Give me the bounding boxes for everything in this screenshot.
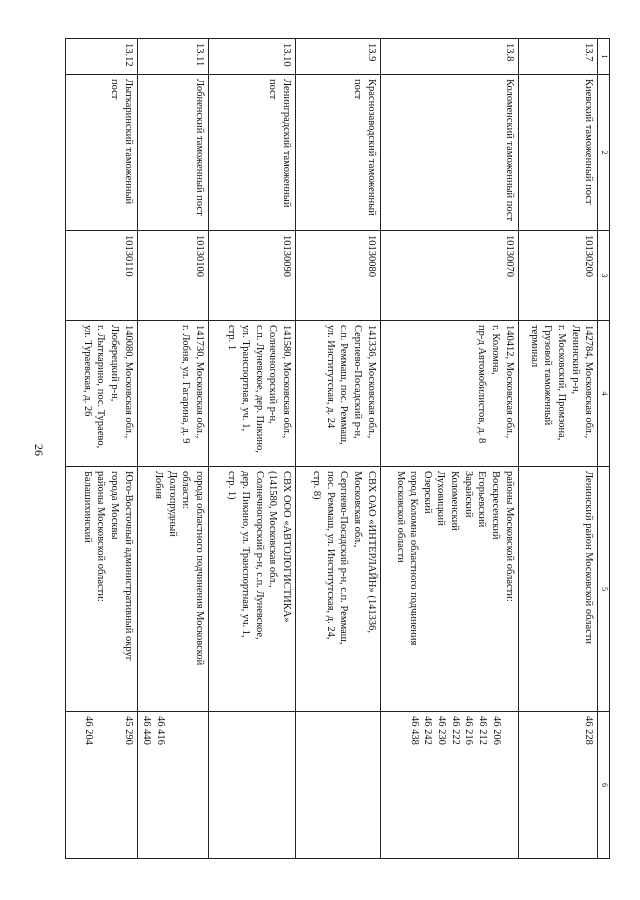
post-address	[380, 321, 518, 467]
region-line: пос. Реммаш, ул. Институтская, д. 24,	[324, 471, 336, 640]
region-line: Сергиево-Посадский р-н, с.п. Реммаш,	[338, 471, 350, 645]
okato-code: 46 204	[82, 716, 94, 745]
region-line: районы Московской области:	[503, 471, 515, 602]
post-code: 10130070	[380, 231, 518, 321]
post-address	[518, 321, 598, 467]
post-address	[137, 321, 209, 467]
address-line: г. Лыткарино, пос. Тураево,	[95, 325, 107, 449]
post-name: Краснозаводский таможенный пост	[295, 75, 380, 231]
region-list	[380, 467, 518, 712]
address-line: с.п. Реммаш, пос. Реммаш,	[338, 325, 350, 445]
address-line: с.п. Луневское, дер. Пикино,	[253, 325, 265, 453]
region-line: Луховицкий	[435, 471, 447, 526]
post-code: 10130090	[209, 231, 296, 321]
table-row	[518, 39, 598, 859]
post-name: Коломенский таможенный пост	[380, 75, 518, 231]
post-address	[66, 321, 138, 467]
region-line: Долгопрудный	[166, 471, 178, 537]
address-line: г. Лобня, ул. Гагарина, д. 9	[180, 325, 192, 444]
row-number: 13.8	[380, 39, 518, 75]
header-col-5: 5	[598, 467, 610, 712]
okato-codes	[66, 712, 138, 859]
region-list	[66, 467, 138, 712]
customs-posts-table	[65, 38, 610, 859]
region-line: город Коломна областного подчинения	[408, 471, 420, 646]
okato-code: 46 212	[477, 716, 489, 745]
region-line: Егорьевский	[476, 471, 488, 528]
address-line: ул. Институтская, д. 24	[324, 325, 336, 429]
region-line: Озерский	[421, 471, 433, 514]
header-col-4: 4	[598, 321, 610, 467]
post-code: 10130100	[137, 231, 209, 321]
post-name: Киевский таможенный пост	[518, 75, 598, 231]
region-line: Коломенский	[449, 471, 461, 531]
address-line: терминал	[528, 325, 540, 368]
region-line: Балашихинский	[81, 471, 93, 543]
header-col-2: 2	[598, 75, 610, 231]
address-line: 141336, Московская обл.,	[365, 325, 377, 439]
address-line: стр. 1	[226, 325, 238, 351]
region-line: стр. 8)	[311, 471, 323, 500]
region-line: Зарайский	[462, 471, 474, 518]
post-address	[295, 321, 380, 467]
region-line: стр. 1)	[226, 471, 238, 500]
address-line: 141730, Московская обл.,	[194, 325, 206, 439]
rotated-table-container	[65, 38, 610, 858]
address-line: Ленинский р-н,	[569, 325, 581, 395]
region-line: Лобня	[153, 471, 165, 499]
table-header-row	[598, 39, 610, 859]
region-line: (141580, Московская обл.,	[267, 471, 279, 588]
address-line: Сергиево-Посадский р-н,	[352, 325, 364, 439]
address-line: ул. Транспортная, уч. 1,	[240, 325, 252, 432]
okato-code: 45 290	[122, 716, 134, 745]
okato-codes	[209, 712, 296, 859]
address-line: 141580, Московская обл.,	[280, 325, 292, 439]
address-line: 142784, Московская обл.,	[583, 325, 595, 439]
post-address	[209, 321, 296, 467]
region-line: Воскресенский	[490, 471, 502, 540]
address-line: Люберецкий р-н,	[108, 325, 120, 402]
address-line: Солнечногорский р-н,	[267, 325, 279, 424]
region-list	[295, 467, 380, 712]
okato-code: 46 230	[436, 716, 448, 745]
region-list	[137, 467, 209, 712]
okato-code: 46 438	[408, 716, 420, 745]
region-line: районы Московской области:	[95, 471, 107, 602]
table-row	[380, 39, 518, 859]
post-name: Ленинградский таможенный пост	[209, 75, 296, 231]
region-list	[209, 467, 296, 712]
address-line: ул. Тураевская, д. 26	[81, 325, 93, 417]
row-number: 13.10	[209, 39, 296, 75]
region-line: дер. Пикино, ул. Транспортная, уч. 1,	[240, 471, 252, 638]
post-code: 10130080	[295, 231, 380, 321]
region-line: Солнечногорский р-н, с.п. Луневское,	[253, 471, 265, 640]
region-line: Юго-Восточный административный округ	[122, 471, 134, 662]
okato-code: 46 216	[463, 716, 475, 745]
table-row	[66, 39, 138, 859]
table-row	[137, 39, 209, 859]
okato-codes	[518, 712, 598, 859]
post-name: Лыткаринский таможенный пост	[66, 75, 138, 231]
table-row	[295, 39, 380, 859]
region-line: Московская обл.,	[352, 471, 364, 548]
okato-code: 46 440	[141, 716, 153, 745]
table-row	[209, 39, 296, 859]
region-line: СВХ ОАО «ИНТЕРЛАЙН» (141336,	[365, 471, 377, 633]
address-line: Грузовой таможенный	[542, 325, 554, 426]
header-col-1: 1	[598, 39, 610, 75]
okato-code: 46 228	[583, 716, 595, 745]
region-line: города областного подчинения Московской	[194, 471, 206, 666]
post-name: Лобненский таможенный пост	[137, 75, 209, 231]
region-line: города Москвы	[108, 471, 120, 540]
address-line: г. Московский, Промзона,	[556, 325, 568, 441]
okato-codes	[137, 712, 209, 859]
address-line: 140080, Московская обл.,	[122, 325, 134, 439]
okato-code: 46 242	[422, 716, 434, 745]
row-number: 13.9	[295, 39, 380, 75]
address-line: пр-д Автомобилистов, д. 8	[476, 325, 488, 444]
region-line: СВХ ООО «АВТОЛОГИСТИКА»	[280, 471, 292, 623]
row-number: 13.11	[137, 39, 209, 75]
address-line: 140412, Московская обл.,	[503, 325, 515, 439]
page-number: 26	[32, 444, 46, 456]
post-code: 10130200	[518, 231, 598, 321]
okato-code: 46 206	[490, 716, 502, 745]
okato-code: 46 222	[449, 716, 461, 745]
region-list	[518, 467, 598, 712]
address-line: г. Коломна,	[490, 325, 502, 375]
header-col-3: 3	[598, 231, 610, 321]
row-number: 13.7	[518, 39, 598, 75]
region-line: Московской области	[394, 471, 406, 563]
region-line: области:	[180, 471, 192, 510]
region-line: Ленинский район Московской области	[583, 471, 595, 644]
row-number: 13.12	[66, 39, 138, 75]
okato-codes	[295, 712, 380, 859]
post-code: 10130110	[66, 231, 138, 321]
okato-codes	[380, 712, 518, 859]
okato-code: 46 416	[154, 716, 166, 745]
header-col-6: 6	[598, 712, 610, 859]
